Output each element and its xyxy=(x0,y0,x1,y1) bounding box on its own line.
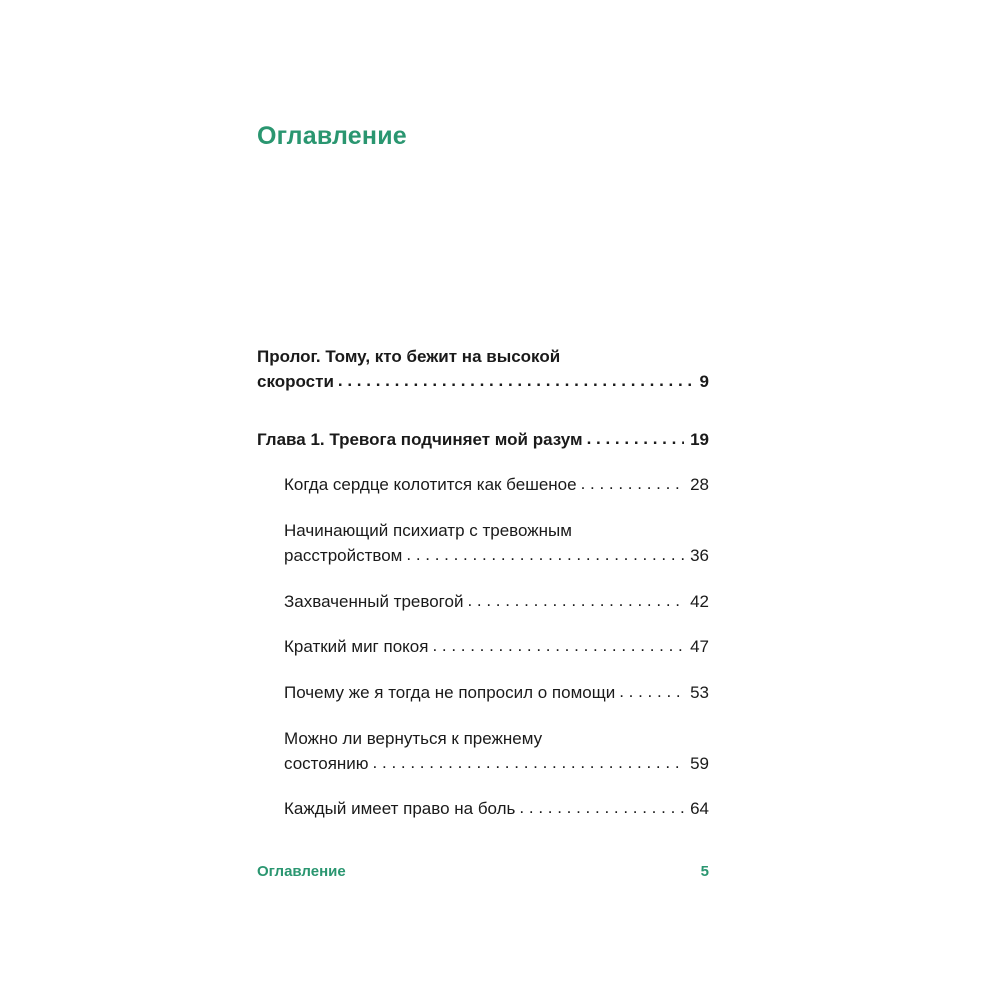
toc-entry-title: скорости xyxy=(257,372,334,391)
footer-section-title: Оглавление xyxy=(257,863,346,880)
toc-entry-title: Захваченный тревогой xyxy=(284,592,464,611)
toc-entry-seized-by-anxiety[interactable] xyxy=(284,589,709,614)
leader-dots xyxy=(467,588,684,613)
toc-page-number: 42 xyxy=(690,592,709,611)
toc-entry-title: состоянию xyxy=(284,754,369,773)
toc-page-number: 9 xyxy=(699,372,709,391)
leader-dots xyxy=(432,633,684,658)
toc-entry-novice-psychiatrist[interactable] xyxy=(284,518,709,568)
toc-page-number: 47 xyxy=(690,637,709,656)
toc-entry-title-line: Можно ли вернуться к прежнему xyxy=(284,729,543,748)
toc-entry-title-line: Начинающий психиатр с тревожным xyxy=(284,521,572,540)
toc-entry-prologue[interactable] xyxy=(257,344,709,394)
toc-page-number: 19 xyxy=(690,430,709,449)
toc-page-number: 28 xyxy=(690,475,709,494)
toc-entry-return-to-former-state[interactable] xyxy=(284,726,709,776)
toc-entry-title: Глава 1. Тревога подчиняет мой разум xyxy=(257,430,583,449)
leader-dots xyxy=(338,368,694,393)
leader-dots xyxy=(587,426,684,451)
toc-entry-title: расстройством xyxy=(284,546,403,565)
toc-entry-title: Краткий миг покоя xyxy=(284,637,429,656)
toc-page-number: 53 xyxy=(690,683,709,702)
toc-entry-title: Когда сердце колотится как бешеное xyxy=(284,475,577,494)
toc-entry-heart-pounding[interactable] xyxy=(284,472,709,497)
toc-entry-title-line: Пролог. Тому, кто бежит на высокой xyxy=(257,347,561,366)
page-footer xyxy=(257,863,709,880)
footer-page-number: 5 xyxy=(700,863,709,880)
toc-entry-title: Каждый имеет право на боль xyxy=(284,799,516,818)
page-title: Оглавление xyxy=(257,122,407,150)
toc-entry-brief-moment-of-peace[interactable] xyxy=(284,634,709,659)
leader-dots xyxy=(406,542,684,567)
toc-entry-right-to-pain[interactable] xyxy=(284,796,709,821)
toc-page-number: 64 xyxy=(690,799,709,818)
leader-dots xyxy=(581,471,685,496)
toc-page-number: 59 xyxy=(690,754,709,773)
toc-entry-why-not-ask-for-help[interactable] xyxy=(284,680,709,705)
leader-dots xyxy=(619,679,684,704)
toc-entry-title: Почему же я тогда не попросил о помощи xyxy=(284,683,616,702)
leader-dots xyxy=(373,750,685,775)
toc-page-number: 36 xyxy=(690,546,709,565)
toc-entry-chapter-1[interactable] xyxy=(257,427,709,452)
leader-dots xyxy=(519,795,684,820)
